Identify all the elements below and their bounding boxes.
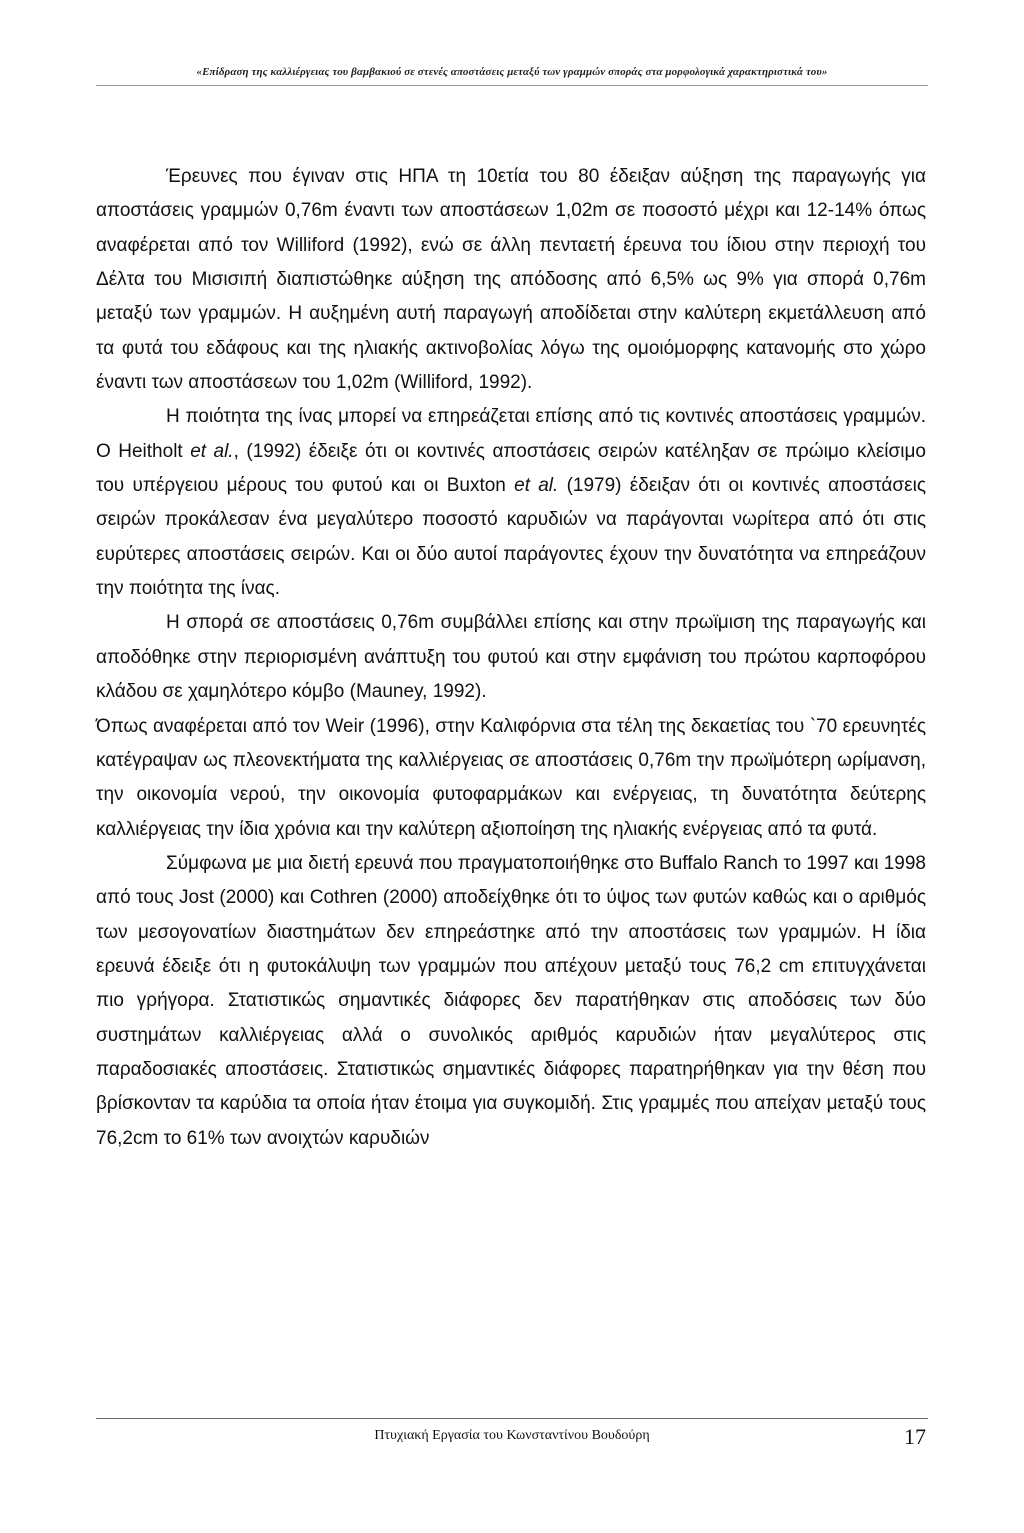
paragraph — [96, 606, 926, 709]
body-text — [96, 160, 926, 1156]
footer-author: Πτυχιακή Εργασία του Κωνσταντίνου Βουδούρη — [374, 1428, 650, 1443]
paragraph — [96, 847, 926, 1156]
page-footer — [96, 1424, 928, 1454]
text-run: Έρευνες που έγιναν στις ΗΠΑ τη 10ετία του 80 έδειξαν αύξηση της παραγωγής για αποστάσεις γραμμών 0,76m έναντι των αποστάσεων 1,02m σε ποσοστό μέχρι και 12-14% όπως αναφέρεται από τον Williford (1992), ενώ σε άλλη πενταετή έρευνα του ίδιου στην περιοχή του Δέλτα του Μισισιπή διαπιστώθηκε αύξηση της απόδοσης από 6,5% ως 9% για σπορά 0,76m μεταξύ των γραμμών. Η αυξημένη αυτή παραγωγή αποδίδεται στην καλύτερη εκμετάλλευση από τα φυτά του εδάφους και της ηλιακής ακτινοβολίας λόγω της ομοιόμορφης κατανομής στο χώρο έναντι των αποστάσεων του 1,02m (Williford, 1992). — [96, 166, 926, 394]
text-run: Η ποιότητα της ίνας μπορεί να επηρεάζεται επίσης από τις κοντινές αποστάσεις γραμμών. Ο Heitholt — [96, 406, 926, 462]
text-run: Η σπορά σε αποστάσεις 0,76m συμβάλλει επίσης και στην πρωϊμιση της παραγωγής και αποδόθηκε στην περιορισμένη ανάπτυξη του φυτού και στην εμφάνιση του πρώτου καρποφόρου κλάδου σε χαμηλότερο κόμβο (Mauney, 1992). — [96, 612, 926, 703]
paragraph — [96, 710, 926, 847]
italic-text: et al. — [514, 475, 559, 497]
page-number: 17 — [904, 1424, 926, 1449]
text-run: (1979) έδειξαν ότι οι κοντινές αποστάσεις σειρών προκάλεσαν ένα μεγαλύτερο ποσοστό καρυδιών να παράγονται νωρίτερα από ότι στις ευρύτερες αποστάσεις σειρών. Και οι δύο αυτοί παράγοντες έχουν την δυνατότητα να επηρεάζουν την ποιότητα της ίνας. — [96, 475, 926, 600]
running-header: «Επίδραση της καλλιέργειας του βαμβακιού σε στενές αποστάσεις μεταξύ των γραμμών σποράς στα μορφολογικά χαρακτηριστικά του» — [196, 66, 828, 78]
text-run: Σύμφωνα με μια διετή ερευνά που πραγματοποιήθηκε στο Buffalo Ranch το 1997 και 1998 από τους Jost (2000) και Cothren (2000) αποδείχθηκε ότι το ύψος των φυτών καθώς και ο αριθμός των μεσογονατίων διαστημάτων δεν επηρεάστηκε από την αποστάσεις των γραμμών. Η ίδια ερευνά έδειξε ότι η φυτοκάλυψη των γραμμών που απέχουν μεταξύ τους 76,2 cm επιτυγχάνεται πιο γρήγορα. Στατιστικώς σημαντικές διάφορες δεν παρατήθηκαν στις αποδόσεις των δύο συστημάτων καλλιέργειας αλλά ο συνολικός αριθμός καρυδιών ήταν μεγαλύτερος στις παραδοσιακές αποστάσεις. Στατιστικώς σημαντικές διάφορες παρατηρήθηκαν για την θέση που βρίσκονταν τα καρύδια τα οποία ήταν έτοιμα για συγκομιδή. Στις γραμμές που απείχαν μεταξύ τους 76,2cm το 61% των ανοιχτών καρυδιών — [96, 852, 926, 1149]
paragraph — [96, 160, 926, 400]
text-run: Όπως αναφέρεται από τον Weir (1996), στην Καλιφόρνια στα τέλη της δεκαετίας του `70 ερευνητές κατέγραψαν ως πλεονεκτήματα της καλλιέργειας σε αποστάσεις 0,76m την πρωϊμότερη ωρίμανση, την οικονομία νερού, την οικονομία φυτοφαρμάκων και ενέργειας, τη δυνατότητα δεύτερης καλλιέργειας την ίδια χρόνια και την καλύτερη αξιοποίηση της ηλιακής ενέργειας από τα φυτά. — [96, 715, 926, 840]
footer-divider — [96, 1418, 928, 1419]
italic-text: et al. — [190, 440, 234, 462]
text-run: , (1992) έδειξε ότι οι κοντινές αποστάσεις σειρών κατέληξαν σε πρώιμο κλείσιμο του υπέργειου μέρους του φυτού και οι Buxton — [96, 440, 926, 497]
header-divider — [96, 85, 928, 86]
paragraph — [96, 400, 926, 606]
